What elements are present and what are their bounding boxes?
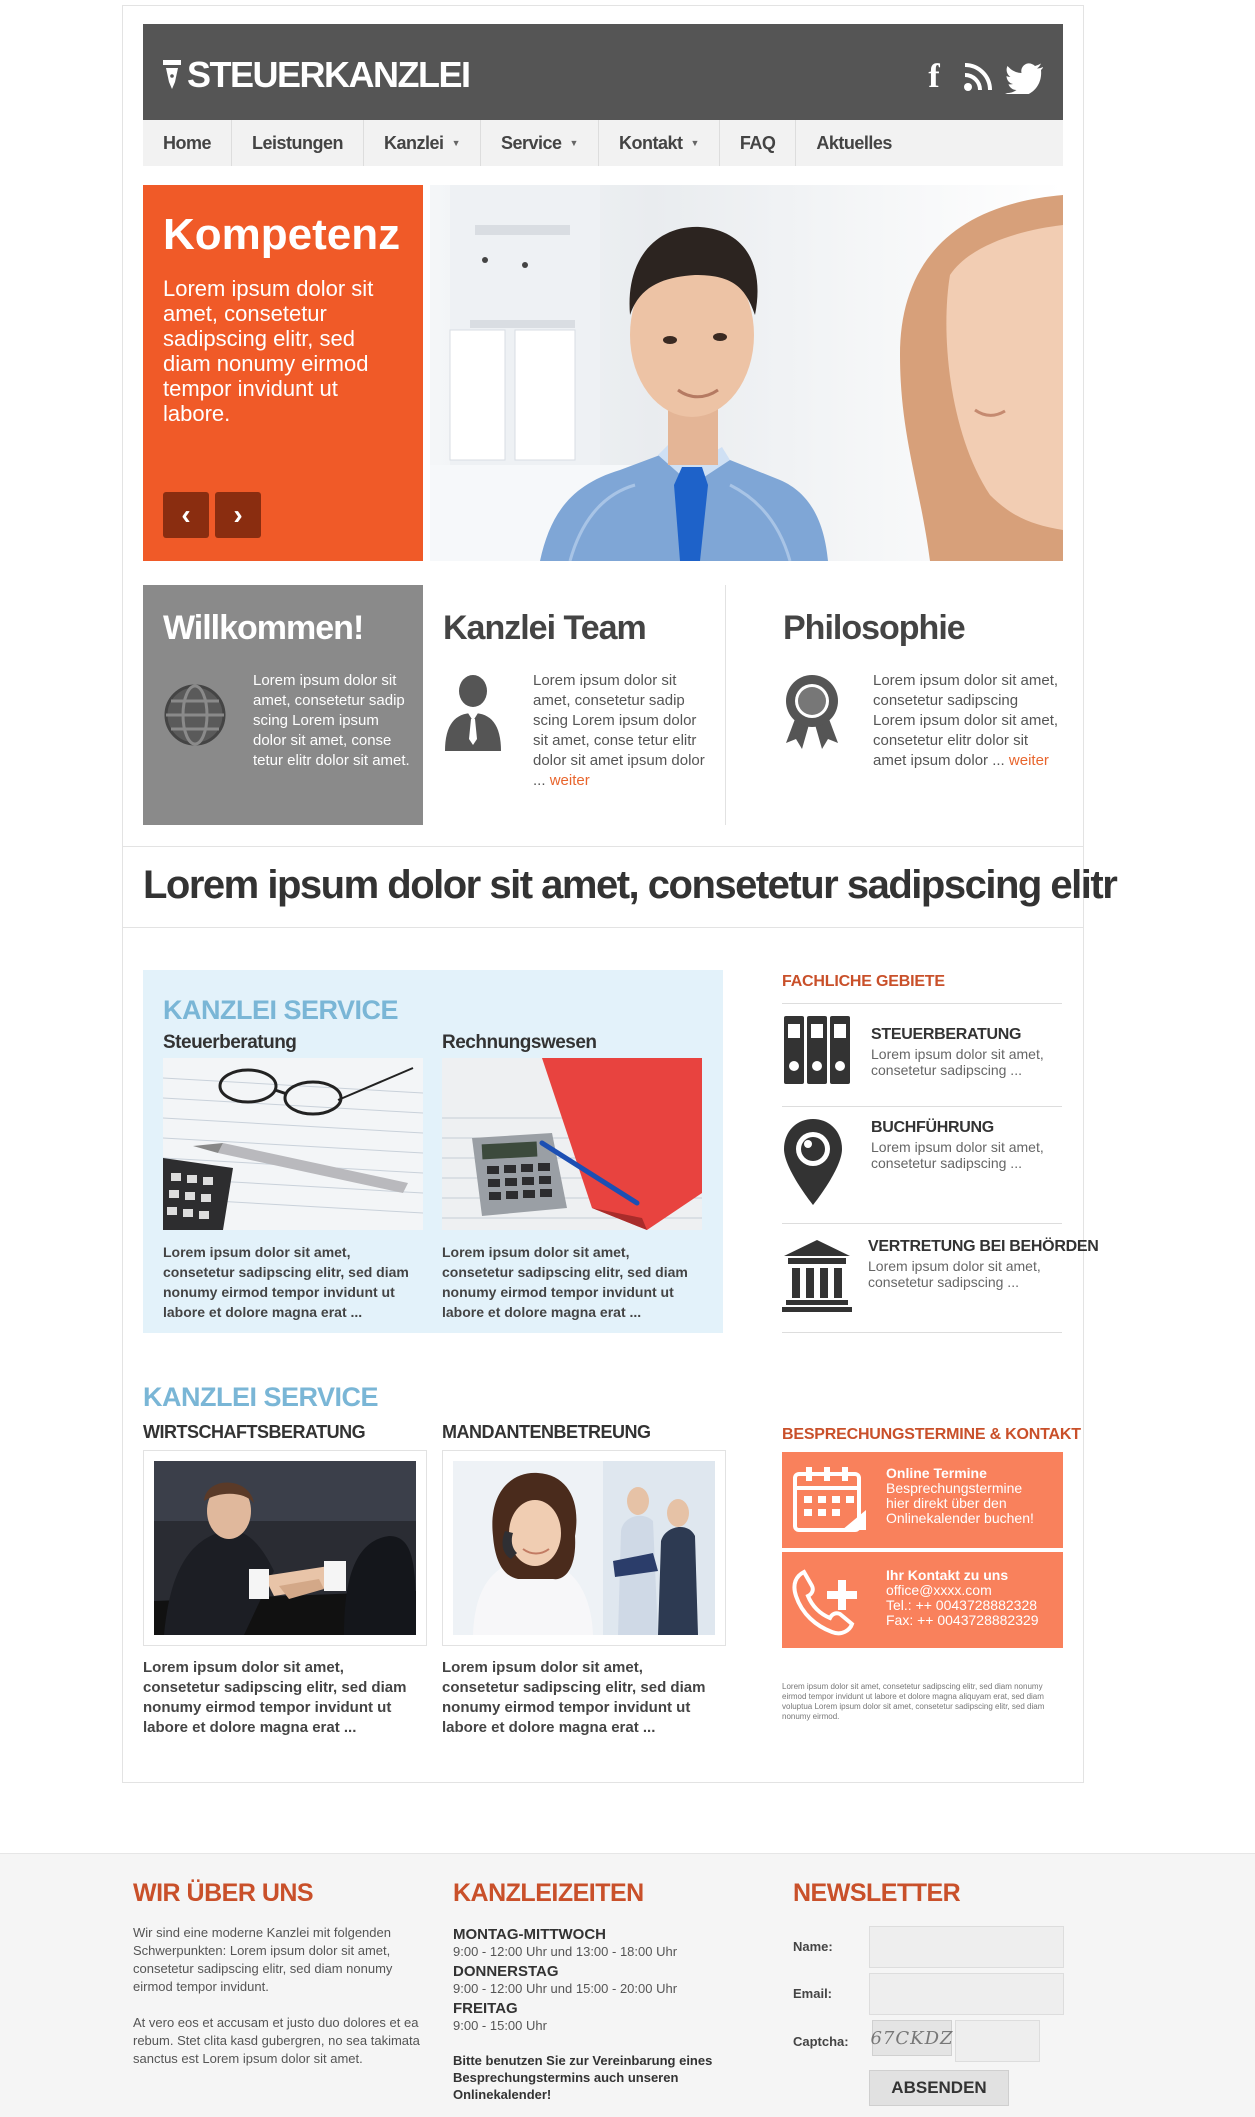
name-label: Name: [793,1939,833,1954]
calendar-icon [792,1464,868,1536]
header-bar [143,24,1063,120]
facebook-icon[interactable]: f [928,58,940,95]
service-card-text: Lorem ipsum dolor sit amet, consetetur sadipscing elitr, sed diam nonumy eirmod tempor invidunt ut labore et dolore magna erat ... [442,1659,706,1736]
calculator-folder-photo [442,1058,702,1230]
captcha-image: 67CKDZ [872,2020,952,2056]
fach-item-title: STEUERBERATUNG [871,1026,1022,1043]
headline-bar [122,846,1117,928]
nav-kanzlei[interactable]: Kanzlei ▼ [364,120,481,166]
footer-about-title: WIR ÜBER UNS [133,1879,314,1907]
contact-title: BESPRECHUNGSTERMINE & KONTAKT [782,1426,1081,1443]
contact-fax: Fax: ++ 0043728882329 [886,1612,1039,1628]
phone-plus-icon [790,1566,868,1636]
email-label: Email: [793,1986,833,2001]
contact-details-text: Ihr Kontakt zu uns office@xxxx.com Tel.: ++ 0043728882328 Fax: ++ 0043728882329 [886,1567,1039,1628]
fountain-pen-icon [163,60,181,90]
contact-details-box [782,1552,1063,1648]
hero-title: Kompetenz [163,210,401,259]
tax-documents-photo [163,1058,423,1230]
hero-photo-business-people [430,185,1063,561]
binders-icon [782,1014,852,1086]
philosophy-title: Philosophie [783,609,965,647]
footer-about-text: At vero eos et accusam et justo duo dolores et ea rebum. Stet clita kasd gubergren, no sea takimata sanctus est Lorem ipsum dolor sit amet. [133,2015,420,2066]
service-card-text: Lorem ipsum dolor sit amet, consetetur sadipscing elitr, sed diam nonumy eirmod tempor invidunt ut labore et dolore magna erat ... [143,1659,407,1736]
contact-phone: Tel.: ++ 0043728882328 [886,1597,1038,1613]
submit-button[interactable]: ABSENDEN [869,2070,1009,2106]
nav-kontakt[interactable]: Kontakt ▼ [599,120,720,166]
online-booking-box[interactable] [782,1452,1063,1548]
welcome-text: Lorem ipsum dolor sit amet, consetetur sadip scing Lorem ipsum dolor sit amet, conse tetur elitr dolor sit amet. [253,672,410,769]
chevron-down-icon: ▼ [569,138,578,148]
nav-home[interactable]: Home [143,120,232,166]
service-card-title: Rechnungswesen [442,1032,597,1053]
service-card-title: WIRTSCHAFTSBERATUNG [143,1422,366,1442]
fachliche-gebiete-title: FACHLICHE GEBIETE [782,973,945,990]
service-card-text: Lorem ipsum dolor sit amet, consetetur sadipscing elitr, sed diam nonumy eirmod tempor invidunt ut labore et dolore magna erat ... [442,1244,688,1320]
team-more-link[interactable]: weiter [549,772,590,789]
fach-item-text: Lorem ipsum dolor sit amet, consetetur sadipscing ... [868,1258,1041,1290]
service-card-title: MANDANTENBETREUNG [442,1422,651,1442]
chevron-down-icon: ▼ [451,138,460,148]
service-title: KANZLEI SERVICE [163,995,399,1025]
logo-text: STEUERKANZLEI [187,54,470,95]
courthouse-icon [782,1238,852,1312]
fach-item-vertretung[interactable] [782,1223,1099,1333]
globe-icon [163,675,227,755]
slider-prev-button[interactable]: ‹ [163,492,209,538]
hero-slider [143,185,1063,561]
twitter-icon[interactable] [1005,60,1045,94]
rss-icon[interactable] [961,60,995,94]
award-rosette-icon [780,671,844,751]
welcome-title: Willkommen! [163,609,364,647]
kanzlei-service-box [143,970,723,1333]
team-box [423,585,725,825]
hero-text: Lorem ipsum dolor sit amet, consetetur sadipscing elitr, sed diam nonumy eirmod tempor invidunt ut labore. [163,276,374,426]
main-navigation [143,120,1063,166]
photo-frame [143,1450,427,1646]
fach-item-title: VERTRETUNG BEI BEHÖRDEN [868,1238,1099,1255]
call-center-photo [453,1461,715,1635]
online-booking-text: Online Termine Besprechungstermine hier direkt über den Onlinekalender buchen! [886,1465,1034,1526]
philosophy-box [725,585,1063,825]
footer-about-text: Wir sind eine moderne Kanzlei mit folgenden Schwerpunkten: Lorem ipsum dolor sit amet, consetetur sadipscing elitr, sed diam nonumy eirmod tempor invidunt. [133,1925,393,1994]
contact-small-text: Lorem ipsum dolor sit amet, consetetur sadipscing elitr, sed diam nonumy eirmod tempor invidunt ut labore et dolore magna aliquyam erat, sed diam voluptua Lorem ipsum dolor sit amet, consetetur sadipscing elitr, sed diam nonumy eirmod. [782,1682,1045,1721]
page-headline: Lorem ipsum dolor sit amet, consetetur sadipscing elitr [143,863,1117,907]
opening-hours: MONTAG-MITTWOCH 9:00 - 12:00 Uhr und 13:00 - 18:00 Uhr DONNERSTAG 9:00 - 12:00 Uhr und 15:00 - 20:00 Uhr FREITAG 9:00 - 15:00 Uhr Bitte benutzen Sie zur Vereinbarung eines Besprechungstermins auch unseren Onlinekalender! [453,1926,713,2102]
captcha-input[interactable] [955,2020,1040,2062]
chevron-down-icon: ▼ [690,138,699,148]
handshake-photo [154,1461,416,1635]
fach-item-buchfuehrung[interactable] [782,1106,1062,1223]
team-text: Lorem ipsum dolor sit amet, consetetur sadip scing Lorem ipsum dolor sit amet, conse tetur elitr dolor sit amet ipsum dolor ... weiter [533,672,705,789]
fach-item-text: Lorem ipsum dolor sit amet, consetetur sadipscing ... [871,1046,1044,1078]
fach-item-title: BUCHFÜHRUNG [871,1119,994,1136]
welcome-box [143,585,423,825]
nav-service[interactable]: Service ▼ [481,120,599,166]
fach-item-text: Lorem ipsum dolor sit amet, consetetur sadipscing ... [871,1139,1044,1171]
nav-faq[interactable]: FAQ [720,120,797,166]
photo-frame [442,1450,726,1646]
service-title: KANZLEI SERVICE [143,1382,379,1412]
map-pin-icon [782,1117,844,1207]
name-input[interactable] [869,1926,1064,1968]
slider-next-button[interactable]: › [215,492,261,538]
service-card-text: Lorem ipsum dolor sit amet, consetetur sadipscing elitr, sed diam nonumy eirmod tempor invidunt ut labore et dolore magna erat ... [163,1244,409,1320]
nav-leistungen[interactable]: Leistungen [232,120,364,166]
nav-aktuelles[interactable]: Aktuelles [816,132,892,153]
newsletter-title: NEWSLETTER [793,1879,961,1907]
philosophy-text: Lorem ipsum dolor sit amet, consetetur sadipscing Lorem ipsum dolor sit amet, consetetur elitr dolor sit amet ipsum dolor ... weiter [873,672,1059,769]
footer [0,1853,1255,2117]
service-card-title: Steuerberatung [163,1032,297,1053]
businessman-icon [441,673,505,753]
contact-email-link[interactable]: office@xxxx.com [886,1582,992,1598]
logo[interactable] [163,54,470,96]
captcha-label: Captcha: [793,2034,849,2049]
team-title: Kanzlei Team [443,609,646,647]
fach-item-steuerberatung[interactable] [782,1003,1062,1106]
philosophy-more-link[interactable]: weiter [1008,752,1049,769]
hero-text-panel [143,185,423,561]
footer-hours-title: KANZLEIZEITEN [453,1879,644,1907]
email-input[interactable] [869,1973,1064,2015]
